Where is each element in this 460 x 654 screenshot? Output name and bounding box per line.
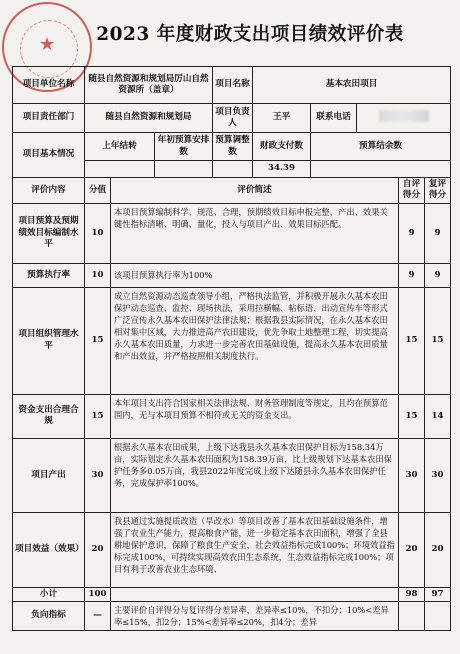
- item-review-score: 9: [425, 203, 451, 263]
- row-subtotal: [13, 587, 451, 601]
- person-label: 项目负责人: [213, 104, 253, 133]
- item-desc: 我县通过实施提质改造（旱改水）等项目改善了基本农田基础设施条件，增强了农业生产能力，提高粮食产能，进一步稳定基本农田面积，增强了全县耕地保护意识，保障了粮食生产安全，社会效益指标完成100%；环境效益指标完成100%，可持续实现高效农田生态系统，生态效益指标完成100%；项目有利于改善农业生态环境、: [111, 512, 399, 587]
- table-row: [13, 287, 451, 394]
- item-content: 预算执行率: [13, 263, 85, 287]
- header-score: 分值: [85, 178, 111, 204]
- penalty-self: [399, 602, 425, 631]
- item-self-score: 9: [399, 263, 425, 287]
- item-content: 资金支出合理合规: [13, 394, 85, 438]
- phone-value-redacted: [357, 104, 451, 133]
- penalty-review: [425, 602, 451, 631]
- item-score: 15: [85, 394, 111, 438]
- item-score: 10: [85, 263, 111, 287]
- subtotal-desc: [111, 587, 399, 601]
- table-row: [13, 438, 451, 512]
- dept-label: 项目责任部门: [13, 104, 85, 133]
- item-self-score: 9: [399, 203, 425, 263]
- dept-value: 随县自然资源和规划局: [85, 104, 213, 133]
- item-content: 项目组织管理水平: [13, 287, 85, 394]
- balance-value: [311, 161, 451, 178]
- penalty-desc: 主要评价自评得分与复评得分差异率，差异率≤10%，不扣分；10%<差异率≤15%，扣2分；15%<差异率≤20%，扣4分；差异: [111, 602, 399, 631]
- unit-label: 项目单位名称: [13, 67, 85, 104]
- subtotal-review: 97: [425, 587, 451, 601]
- item-score: 10: [85, 203, 111, 263]
- item-self-score: 15: [399, 287, 425, 394]
- item-desc: 本年项目支出符合国家相关法律法规、财务管理制度等规定，且均在预算范围内，无与本项目预算不相符或无关的资金支出。: [111, 394, 399, 438]
- paid-label: 财政支付数: [253, 133, 311, 161]
- item-review-score: 20: [425, 512, 451, 587]
- item-self-score: 20: [399, 512, 425, 587]
- basic-label: 项目基本情况: [13, 133, 85, 178]
- item-content: 项目效益（效果）: [13, 512, 85, 587]
- item-desc: 根据永久基本农田成果，上级下达我县永久基本农田保护目标为158.34万亩，实际划定永久基本农田面积为158.39万亩，比上级规划下达基本农田保护任务多0.05万亩，我县2022年度完成上级下达随县永久基本农田保护任务，完成保护率100%。: [111, 438, 399, 512]
- row-unit: [13, 67, 451, 104]
- item-desc: 成立自然资源动态巡查领导小组，严格执法监管，并积极开展永久基本农田保护动态巡查、监控、现场执法，采用拉横幅、帖标语、出动宣传车等形式广泛宣传永久基本农田保护法律法规；根据我县实际情况，在永久基本农田相对集中区域，大力推进高产农田建设，优先争取土地整理工程，切实提高永久基本农田质量，力求进一步完善农田基础设施，提高永久基本农田质量和产出效益，并严格按照相关制度执行。: [111, 287, 399, 394]
- seal-star-icon: ★: [39, 34, 56, 55]
- item-score: 30: [85, 438, 111, 512]
- item-review-score: 14: [425, 394, 451, 438]
- last-year-value: [85, 161, 155, 178]
- item-content: 项目产出: [13, 438, 85, 512]
- adjust-label: 预算调整数: [213, 133, 253, 161]
- subtotal-label: 小计: [13, 587, 85, 601]
- item-score: 15: [85, 287, 111, 394]
- penalty-score: —: [85, 602, 111, 631]
- row-header: [13, 178, 451, 204]
- penalty-label: 负向指标: [13, 602, 85, 631]
- subtotal-self: 98: [399, 587, 425, 601]
- item-desc: 本项目预算编制科学、规范、合理，预期绩效目标申报完整，产出、效果关键性指标清晰、明确、量化，投入与项目产出、效果目标匹配。: [111, 203, 399, 263]
- item-review-score: 30: [425, 438, 451, 512]
- header-review: 复评得分: [425, 178, 451, 204]
- adjust-value: [213, 161, 253, 178]
- table-row: [13, 394, 451, 438]
- paid-value: 34.39: [253, 161, 311, 178]
- subtotal-score: 100: [85, 587, 111, 601]
- table-row: [13, 512, 451, 587]
- table-row: [13, 203, 451, 263]
- row-dept: [13, 104, 451, 133]
- last-year-label: 上年结转: [85, 133, 155, 161]
- page-title: 2023 年度财政支出项目绩效评价表: [96, 24, 404, 45]
- row-penalty: [13, 602, 451, 631]
- row-basic-headers: [13, 133, 451, 161]
- header-desc: 评价简述: [111, 178, 399, 204]
- item-content: 项目预算及预期绩效目标编制水平: [13, 203, 85, 263]
- budget-label: 年初预算安排数: [155, 133, 213, 161]
- phone-label: 联系电话: [311, 104, 357, 133]
- item-self-score: 15: [399, 394, 425, 438]
- redaction-blur: [379, 110, 429, 122]
- header-content: 评价内容: [13, 178, 85, 204]
- item-score: 20: [85, 512, 111, 587]
- project-name-value: 基本农田项目: [253, 67, 451, 104]
- table-row: [13, 263, 451, 287]
- budget-value: [155, 161, 213, 178]
- item-desc: 该项目预算执行率为100%: [111, 263, 399, 287]
- item-review-score: 15: [425, 287, 451, 394]
- person-value: 王平: [253, 104, 311, 133]
- evaluation-table: [12, 66, 451, 631]
- item-self-score: 30: [399, 438, 425, 512]
- unit-value: 随县自然资源和规划局厉山自然资源所（盖章）: [85, 67, 213, 104]
- balance-label: 预算结余数: [311, 133, 451, 161]
- project-name-label: 项目名称: [213, 67, 253, 104]
- header-self: 自评得分: [399, 178, 425, 204]
- item-review-score: 9: [425, 263, 451, 287]
